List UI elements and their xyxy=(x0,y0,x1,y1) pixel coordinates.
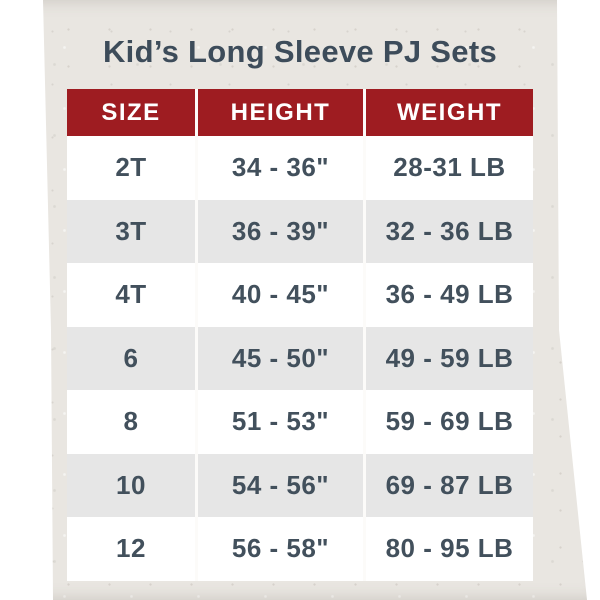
table-row xyxy=(67,200,533,264)
weight-cell: 59 - 69 LB xyxy=(363,390,533,454)
weight-cell: 49 - 59 LB xyxy=(363,327,533,391)
height-cell: 54 - 56" xyxy=(195,454,363,518)
size-cell: 8 xyxy=(67,390,195,454)
header-row xyxy=(67,89,533,136)
weight-cell: 28-31 LB xyxy=(363,136,533,200)
weight-cell: 32 - 36 LB xyxy=(363,200,533,264)
height-cell: 45 - 50" xyxy=(195,327,363,391)
height-cell: 56 - 58" xyxy=(195,517,363,581)
weight-cell: 36 - 49 LB xyxy=(363,263,533,327)
table-row xyxy=(67,390,533,454)
header-size: SIZE xyxy=(67,89,195,136)
header-weight: WEIGHT xyxy=(363,89,533,136)
size-cell: 6 xyxy=(67,327,195,391)
page-title: Kid’s Long Sleeve PJ Sets xyxy=(103,34,497,69)
table-row xyxy=(67,327,533,391)
size-cell: 4T xyxy=(67,263,195,327)
table-row xyxy=(67,454,533,518)
height-cell: 36 - 39" xyxy=(195,200,363,264)
height-cell: 51 - 53" xyxy=(195,390,363,454)
height-cell: 40 - 45" xyxy=(195,263,363,327)
header-height: HEIGHT xyxy=(195,89,363,136)
size-cell: 2T xyxy=(67,136,195,200)
weight-cell: 80 - 95 LB xyxy=(363,517,533,581)
height-cell: 34 - 36" xyxy=(195,136,363,200)
size-cell: 10 xyxy=(67,454,195,518)
size-cell: 3T xyxy=(67,200,195,264)
size-chart-table xyxy=(67,89,533,581)
table-row xyxy=(67,263,533,327)
size-cell: 12 xyxy=(67,517,195,581)
table-row xyxy=(67,517,533,581)
table-row xyxy=(67,136,533,200)
weight-cell: 69 - 87 LB xyxy=(363,454,533,518)
